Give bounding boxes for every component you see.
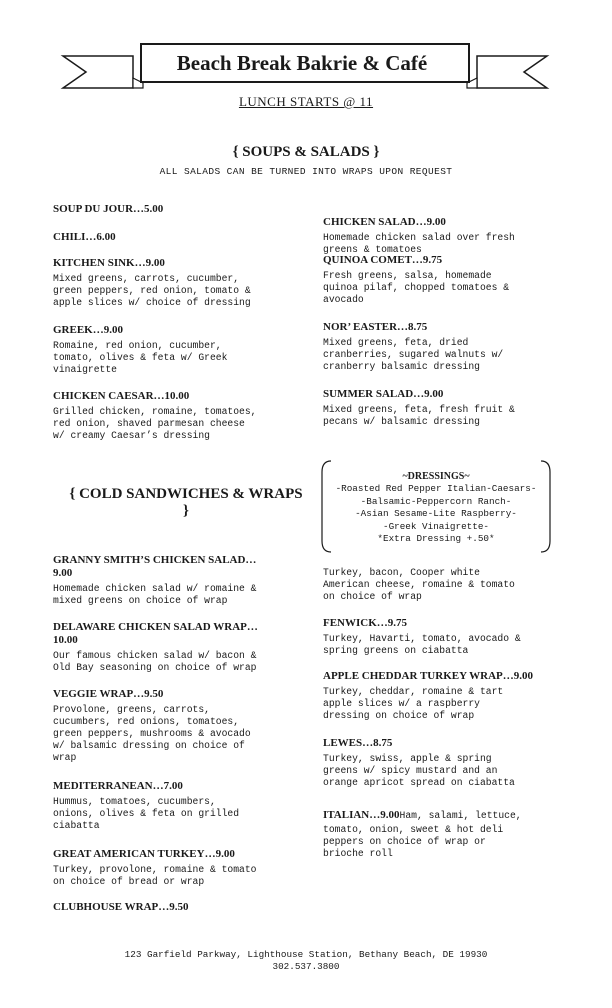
dressings-box <box>321 460 551 553</box>
menu-item: GREEK…9.00 Romaine, red onion, cucumber, tomato, olives & feta w/ Greek vinaigrette <box>53 324 228 375</box>
menu-item: SOUP DU JOUR…5.00 <box>53 203 164 215</box>
menu-item: CHILI…6.00 <box>53 231 116 243</box>
dressing-line: -Asian Sesame-Lite Raspberry- <box>355 508 517 519</box>
menu-item: LEWES…8.75 Turkey, swiss, apple & spring greens w/ spicy mustard and an orange apricot spread on ciabatta <box>323 737 515 788</box>
dressings-title: ~DRESSINGS~ <box>402 471 470 482</box>
restaurant-name: Beach Break Bakrie & Café <box>176 51 428 75</box>
clubhouse-wrap-description: Turkey, bacon, Cooper white American cheese, romaine & tomato on choice of wrap <box>323 567 515 602</box>
menu-item: GRANNY SMITH’S CHICKEN SALAD… 9.00 Homemade chicken salad w/ romaine & mixed greens on choice of wrap <box>53 554 257 606</box>
address: 123 Garfield Parkway, Lighthouse Station, Bethany Beach, DE 19930 <box>124 949 488 960</box>
salads-wrap-note: ALL SALADS CAN BE TURNED INTO WRAPS UPON REQUEST <box>159 166 453 177</box>
menu-item: VEGGIE WRAP…9.50 Provolone, greens, carrots, cucumbers, red onions, tomatoes, green peppers, mushrooms & avocado w/ balsamic dressing on choice of wrap <box>53 688 251 763</box>
menu-item: GREAT AMERICAN TURKEY…9.00 Turkey, provolone, romaine & tomato on choice of bread or wrap <box>53 848 257 887</box>
menu-item: KITCHEN SINK…9.00 Mixed greens, carrots, cucumber, green peppers, red onion, tomato & apple slices w/ choice of dressing <box>53 257 251 308</box>
extra-dressing-price: *Extra Dressing +.50* <box>377 533 495 544</box>
dressing-line: -Greek Vinaigrette- <box>382 520 489 532</box>
menu-item: SUMMER SALAD…9.00 Mixed greens, feta, fresh fruit & pecans w/ balsamic dressing <box>323 388 515 427</box>
menu-item: MEDITERRANEAN…7.00 Hummus, tomatoes, cucumbers, onions, olives & feta on grilled ciabatta <box>53 780 240 831</box>
cold-sandwiches-heading: { COLD SANDWICHES & WRAPS } <box>69 486 303 519</box>
menu-item: CHICKEN CAESAR…10.00 Grilled chicken, romaine, tomatoes, red onion, shaved parmesan cheese w/ creamy Caesar’s dressing <box>53 390 257 441</box>
phone-number: 302.537.3800 <box>272 961 340 972</box>
menu-item: ITALIAN…9.00Ham, salami, lettuce, tomato, onion, sweet & hot deli peppers on choice of wrap or brioche roll <box>323 809 522 859</box>
lunch-hours: LUNCH STARTS @ 11 <box>238 94 374 109</box>
menu-item: CLUBHOUSE WRAP…9.50 <box>53 901 189 913</box>
footer <box>0 949 612 973</box>
menu-item: NOR’ EASTER…8.75 Mixed greens, feta, dried cranberries, sugared walnuts w/ cranberry balsamic dressing <box>323 321 504 372</box>
dressing-line: -Balsamic-Peppercorn Ranch- <box>360 495 512 507</box>
menu-item: QUINOA COMET…9.75 Fresh greens, salsa, homemade quinoa pilaf, chopped tomatoes & avocado <box>323 254 510 305</box>
menu-item: DELAWARE CHICKEN SALAD WRAP… 10.00 Our famous chicken salad w/ bacon & Old Bay seasoning on choice of wrap <box>53 621 258 673</box>
menu-item: CHICKEN SALAD…9.00 Homemade chicken salad over fresh greens & tomatoes <box>323 216 515 255</box>
menu-item: APPLE CHEDDAR TURKEY WRAP…9.00 Turkey, cheddar, romaine & tart apple slices w/ a raspberry dressing on choice of wrap <box>323 670 534 721</box>
soups-salads-heading: { SOUPS & SALADS } <box>232 144 380 160</box>
dressing-line: -Roasted Red Pepper Italian-Caesars- <box>335 483 537 494</box>
menu-item: FENWICK…9.75 Turkey, Havarti, tomato, avocado & spring greens on ciabatta <box>323 617 521 656</box>
